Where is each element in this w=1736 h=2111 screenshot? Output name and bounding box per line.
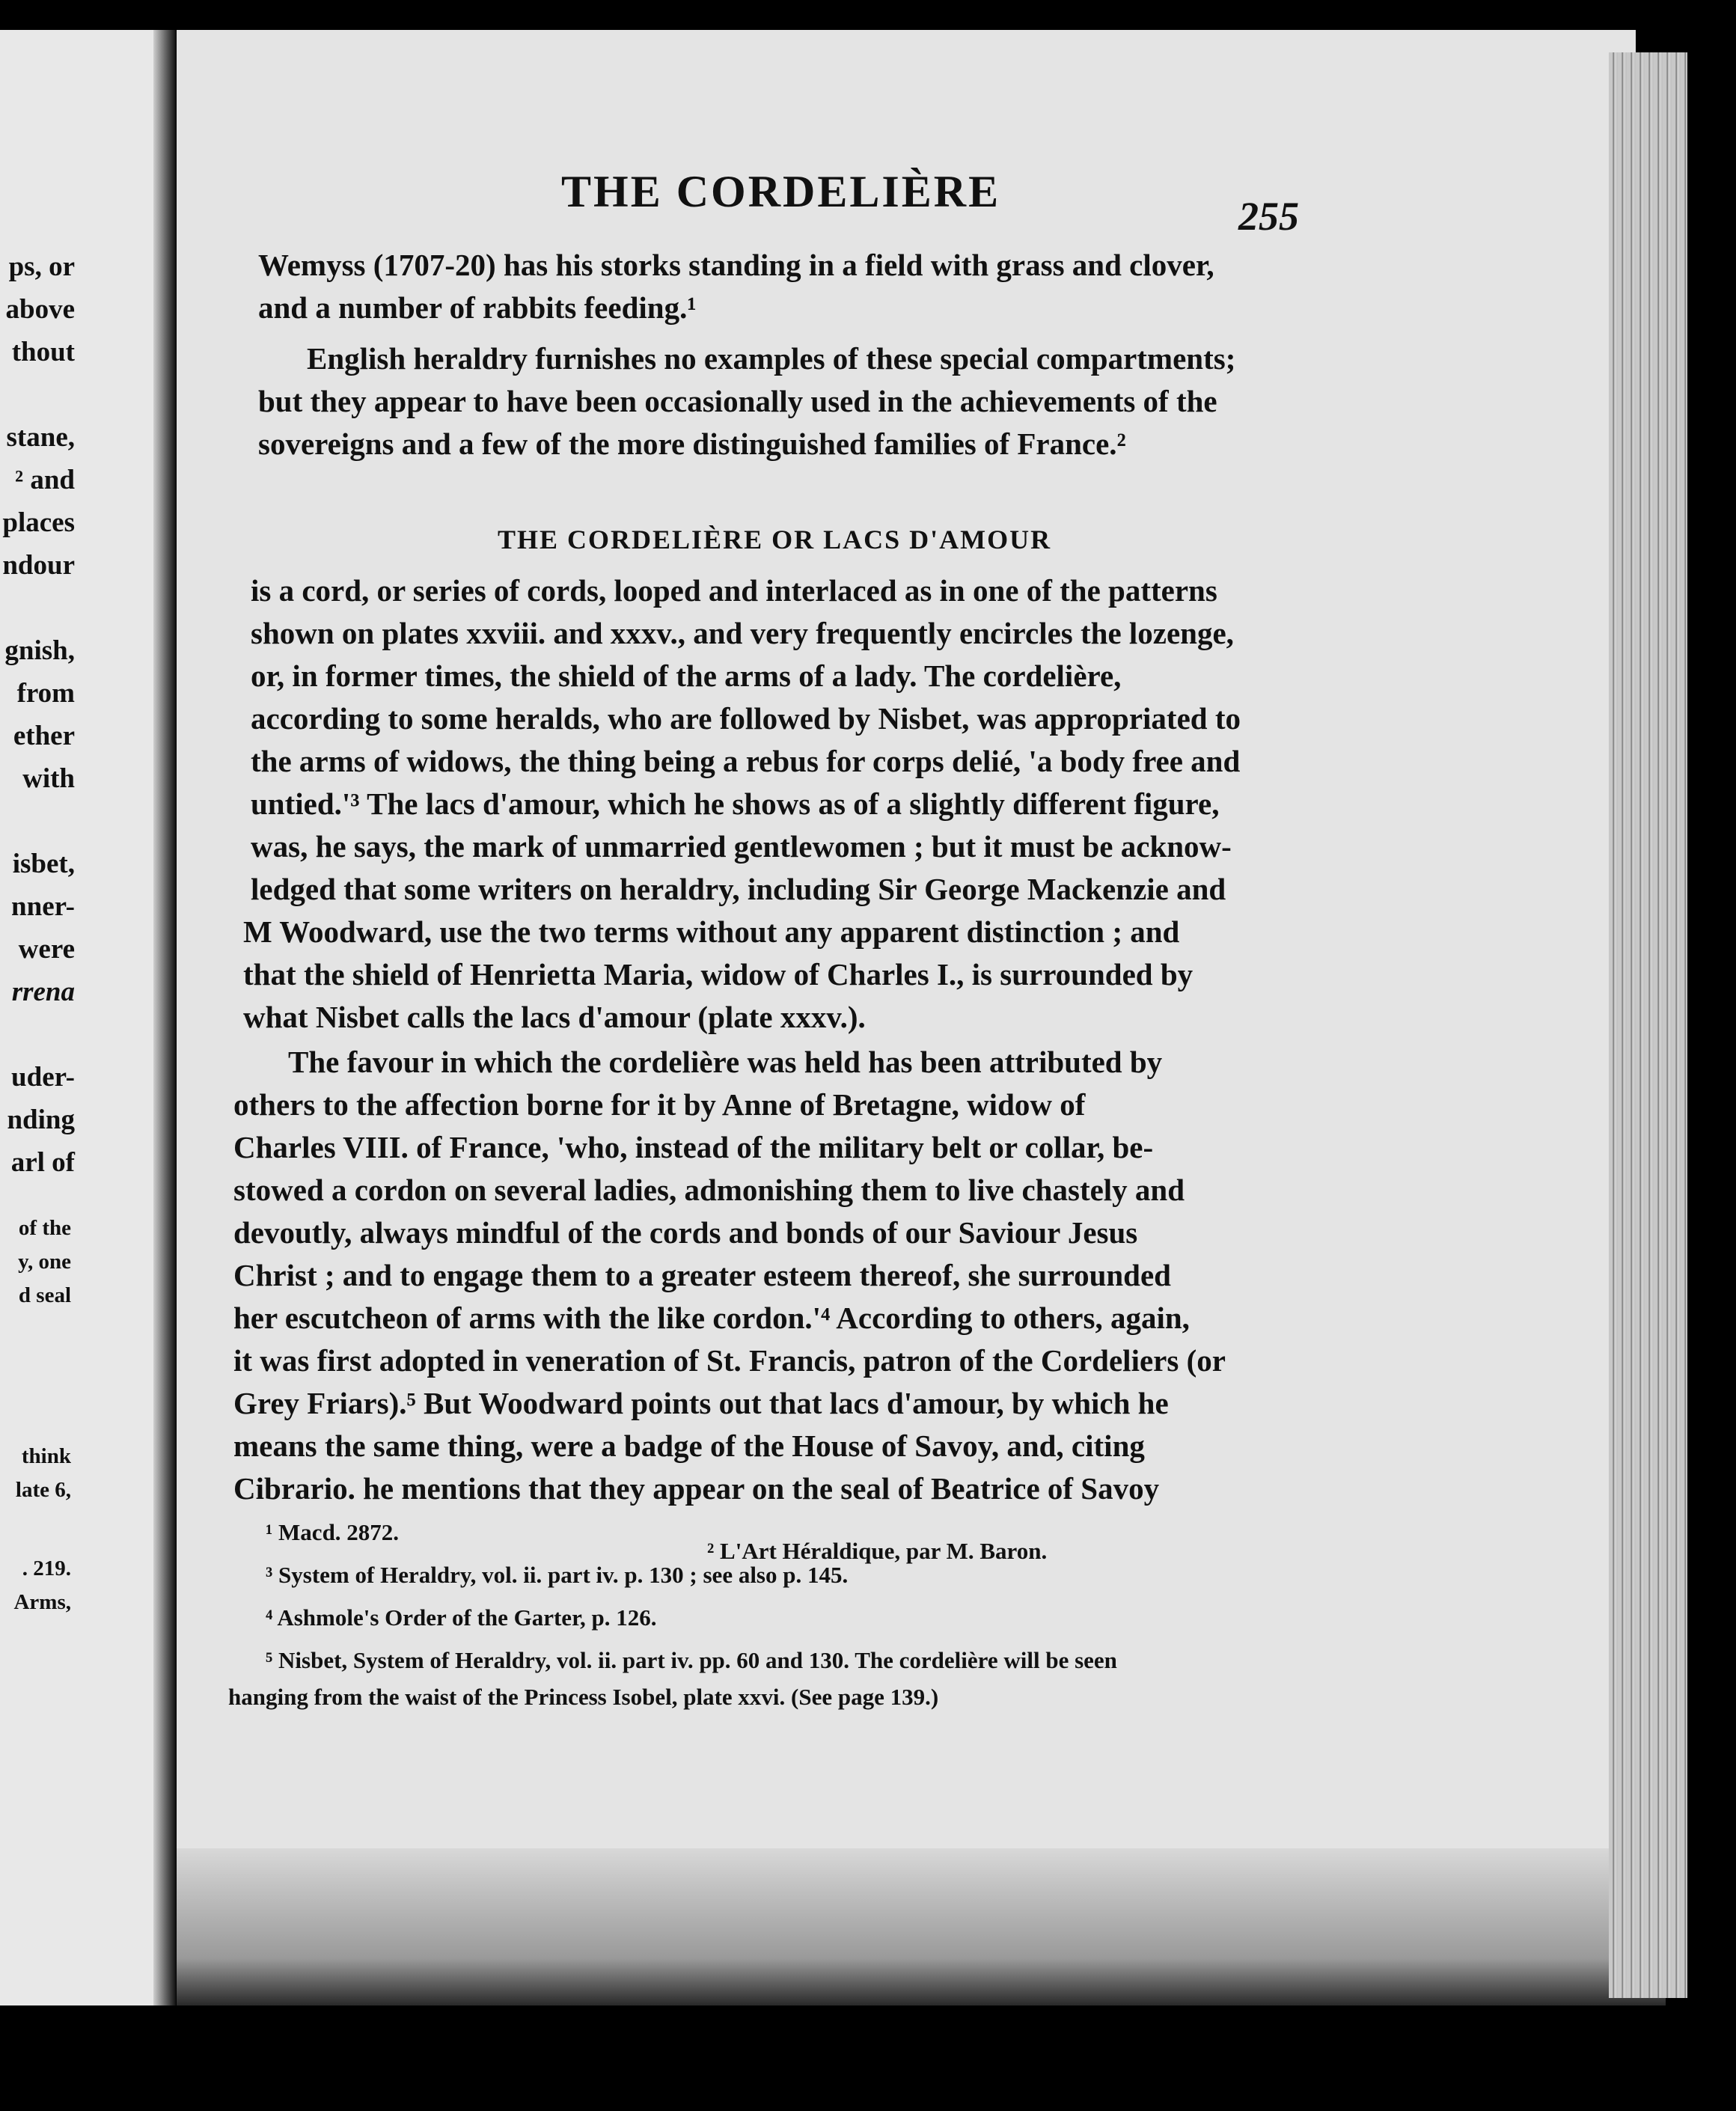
left-line: uder- — [11, 1062, 75, 1093]
para4-line: means the same thing, were a badge of the House of Savoy, and, citing — [233, 1429, 1145, 1463]
footnote-4: ⁴ Ashmole's Order of the Garter, p. 126. — [266, 1604, 657, 1631]
para1-line: and a number of rabbits feeding.¹ — [258, 290, 697, 325]
left-footnote-line: . 219. — [22, 1556, 71, 1580]
para4-line: Charles VIII. of France, 'who, instead of the military belt or collar, be- — [233, 1130, 1154, 1164]
left-line: nner- — [11, 891, 75, 922]
left-line: places — [2, 507, 75, 538]
section-heading: THE CORDELIÈRE OR LACS D'AMOUR — [498, 525, 1052, 555]
para3-line: M Woodward, use the two terms without any apparent distinction ; and — [243, 914, 1180, 949]
para3-line: shown on plates xxviii. and xxxv., and very frequently encircles the lozenge, — [251, 616, 1234, 650]
para2-line: English heraldry furnishes no examples of these special compartments; — [307, 341, 1236, 376]
left-line: arl of — [10, 1147, 75, 1178]
para4-line: it was first adopted in veneration of St. Francis, patron of the Cordeliers (or — [233, 1343, 1226, 1378]
para4-line: stowed a cordon on several ladies, admonishing them to live chastely and — [233, 1173, 1185, 1207]
para3-line: ledged that some writers on heraldry, including Sir George Mackenzie and — [251, 872, 1226, 906]
footnote-5: ⁵ Nisbet, System of Heraldry, vol. ii. part iv. pp. 60 and 130. The cordelière will be seen — [266, 1647, 1117, 1673]
para3-line: untied.'³ The lacs d'amour, which he shows as of a slightly different figure, — [251, 786, 1220, 821]
para4-line: Grey Friars).⁵ But Woodward points out that lacs d'amour, by which he — [233, 1386, 1169, 1420]
para4-line: Cibrario. he mentions that they appear on the seal of Beatrice of Savoy — [233, 1471, 1160, 1506]
para3-line: is a cord, or series of cords, looped and interlaced as in one of the patterns — [251, 573, 1217, 608]
book-gutter — [153, 30, 176, 2005]
left-line: thout — [11, 337, 75, 367]
left-line: ps, or — [8, 251, 75, 282]
left-line: ether — [13, 721, 75, 751]
para3-line: that the shield of Henrietta Maria, widow of Charles I., is surrounded by — [243, 957, 1194, 992]
left-line: ² and — [15, 465, 75, 495]
left-facing-page — [0, 30, 166, 2005]
left-line: nding — [7, 1105, 75, 1135]
para4-line: The favour in which the cordelière was held has been attributed by — [288, 1045, 1163, 1079]
left-line: rrena — [11, 977, 75, 1007]
page-bottom-edge — [177, 1848, 1666, 2005]
left-line: ndour — [2, 550, 75, 581]
footnote-2: ² L'Art Héraldique, par M. Baron. — [707, 1538, 1048, 1564]
left-footnote-line: Arms, — [13, 1590, 71, 1614]
para3-line: what Nisbet calls the lacs d'amour (plate xxxv.). — [243, 1000, 866, 1034]
left-footnote-line: y, one — [18, 1250, 71, 1274]
para3-line: was, he says, the mark of unmarried gentlewomen ; but it must be acknow- — [251, 829, 1232, 864]
para1-line: Wemyss (1707-20) has his storks standing in a field with grass and clover, — [258, 248, 1214, 282]
left-line: above — [5, 294, 75, 325]
left-footnote-line: of the — [18, 1216, 71, 1240]
left-line: with — [22, 763, 75, 794]
footnote-1: ¹ Macd. 2872. — [266, 1519, 400, 1545]
para3-line: according to some heralds, who are followed by Nisbet, was appropriated to — [251, 701, 1241, 736]
para4-line: Christ ; and to engage them to a greater esteem thereof, she surrounded — [233, 1258, 1171, 1292]
page-number: 255 — [1238, 194, 1299, 239]
page-stack-edges — [1609, 52, 1691, 1998]
left-line: from — [16, 678, 75, 709]
left-line: were — [18, 934, 75, 965]
para2-line: but they appear to have been occasionally used in the achievements of the — [258, 384, 1217, 418]
para4-line: her escutcheon of arms with the like cordon.'⁴ According to others, again, — [233, 1301, 1190, 1335]
left-footnote-line: think — [21, 1444, 71, 1468]
para3-line: the arms of widows, the thing being a rebus for corps delié, 'a body free and — [251, 744, 1241, 778]
left-line: gnish, — [4, 635, 75, 666]
footnote-5-cont: hanging from the waist of the Princess Isobel, plate xxvi. (See page 139.) — [228, 1684, 939, 1710]
left-line: isbet, — [12, 849, 75, 879]
left-footnote-line: late 6, — [15, 1478, 71, 1502]
left-footnote-line: d seal — [18, 1283, 71, 1307]
running-head: THE CORDELIÈRE — [561, 167, 1001, 216]
para3-line: or, in former times, the shield of the arms of a lady. The cordelière, — [251, 659, 1122, 693]
para2-line: sovereigns and a few of the more distinguished families of France.² — [258, 427, 1126, 461]
left-line: stane, — [6, 422, 75, 453]
para4-line: devoutly, always mindful of the cords and bonds of our Saviour Jesus — [233, 1215, 1138, 1250]
footnote-3: ³ System of Heraldry, vol. ii. part iv. p. 130 ; see also p. 145. — [266, 1562, 849, 1588]
book-shadow — [1687, 0, 1736, 2111]
para4-line: others to the affection borne for it by Anne of Bretagne, widow of — [233, 1087, 1086, 1122]
